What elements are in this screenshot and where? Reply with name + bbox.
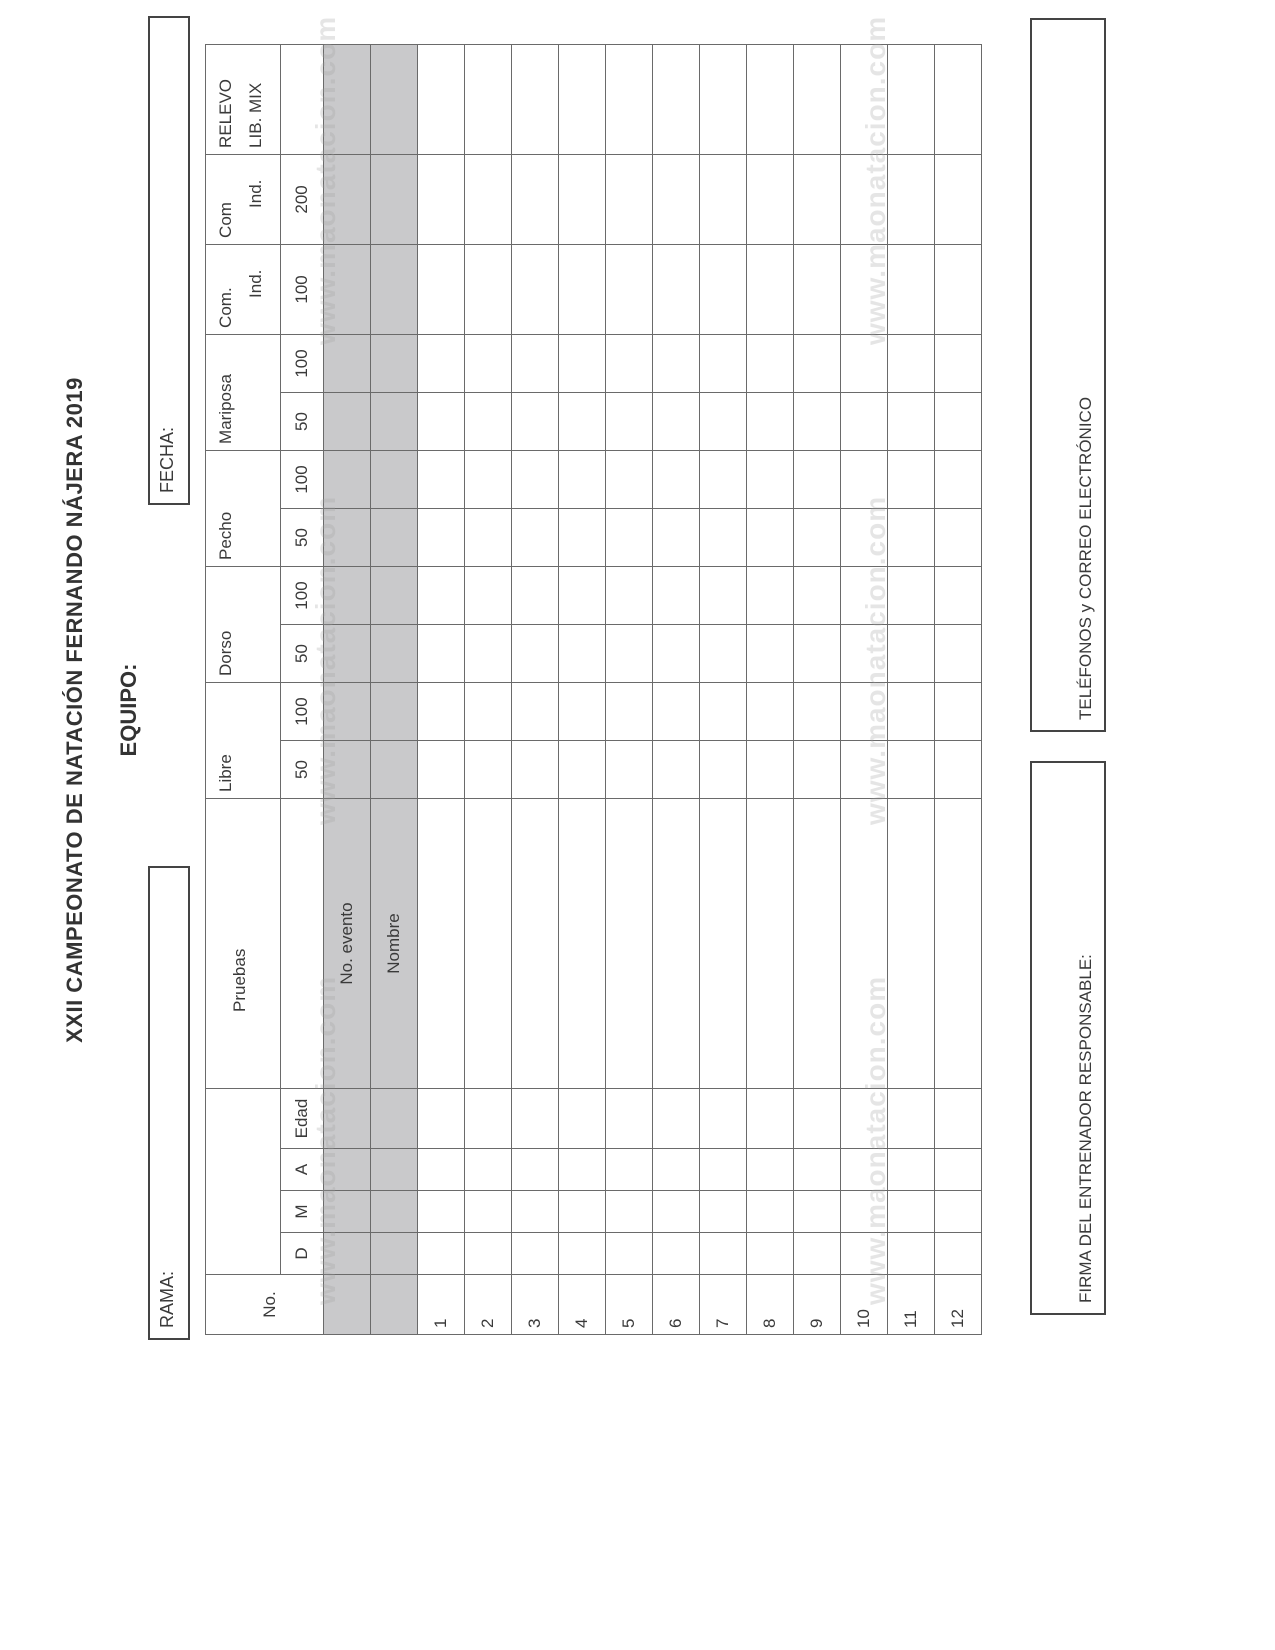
rama-field[interactable] bbox=[148, 866, 190, 1340]
entry-cell[interactable] bbox=[653, 508, 700, 566]
entry-cell[interactable] bbox=[559, 392, 606, 450]
entry-cell[interactable] bbox=[700, 154, 747, 244]
entry-cell[interactable] bbox=[465, 799, 512, 1089]
entry-cell[interactable] bbox=[465, 508, 512, 566]
entry-cell[interactable] bbox=[465, 683, 512, 741]
entry-cell[interactable] bbox=[747, 508, 794, 566]
entry-cell[interactable] bbox=[559, 625, 606, 683]
entry-cell[interactable] bbox=[935, 392, 982, 450]
entry-cell[interactable] bbox=[559, 683, 606, 741]
dorso-100: 100 bbox=[281, 566, 324, 624]
entry-cell[interactable] bbox=[653, 392, 700, 450]
com-ind-200-header bbox=[206, 154, 281, 244]
fecha-label: FECHA: bbox=[157, 426, 177, 493]
entry-cell[interactable] bbox=[465, 244, 512, 334]
entry-cell[interactable] bbox=[559, 154, 606, 244]
entry-cell[interactable] bbox=[888, 244, 935, 334]
entry-cell[interactable] bbox=[700, 44, 747, 154]
edad-header: Edad bbox=[281, 1089, 324, 1149]
com-ind-100-dist: 100 bbox=[281, 244, 324, 334]
entry-cell[interactable] bbox=[935, 1191, 982, 1233]
entry-cell[interactable] bbox=[465, 566, 512, 624]
entry-cell[interactable] bbox=[747, 44, 794, 154]
row-number: 3 bbox=[512, 1275, 559, 1335]
entry-cell[interactable] bbox=[418, 741, 465, 799]
entry-cell[interactable] bbox=[559, 1233, 606, 1275]
entry-cell[interactable] bbox=[465, 625, 512, 683]
entry-cell[interactable] bbox=[606, 566, 653, 624]
entry-cell[interactable] bbox=[935, 741, 982, 799]
entry-cell[interactable] bbox=[559, 1191, 606, 1233]
mariposa-100: 100 bbox=[281, 334, 324, 392]
row-number: 2 bbox=[465, 1275, 512, 1335]
entry-cell[interactable] bbox=[418, 334, 465, 392]
entry-cell[interactable] bbox=[888, 566, 935, 624]
row-number: 6 bbox=[653, 1275, 700, 1335]
entry-cell[interactable] bbox=[935, 334, 982, 392]
entry-cell[interactable] bbox=[888, 1233, 935, 1275]
header-row-1 bbox=[206, 44, 281, 1334]
entry-cell[interactable] bbox=[559, 1149, 606, 1191]
entry-cell[interactable] bbox=[700, 625, 747, 683]
row-number: 4 bbox=[559, 1275, 606, 1335]
entry-cell[interactable] bbox=[418, 625, 465, 683]
entry-cell[interactable] bbox=[653, 741, 700, 799]
entry-cell[interactable] bbox=[512, 741, 559, 799]
entry-cell[interactable] bbox=[747, 334, 794, 392]
entry-cell[interactable] bbox=[794, 566, 841, 624]
entry-cell[interactable] bbox=[512, 1089, 559, 1149]
entry-cell[interactable] bbox=[747, 1191, 794, 1233]
entry-cell[interactable] bbox=[465, 44, 512, 154]
dorso-header: Dorso bbox=[206, 566, 281, 682]
libre-header: Libre bbox=[206, 683, 281, 799]
row-number: 8 bbox=[747, 1275, 794, 1335]
watermark: www.maonatacion.com bbox=[310, 975, 341, 1305]
entry-cell[interactable] bbox=[559, 741, 606, 799]
entry-cell[interactable] bbox=[935, 1149, 982, 1191]
entry-cell[interactable] bbox=[935, 799, 982, 1089]
entry-cell[interactable] bbox=[418, 566, 465, 624]
row-number: 7 bbox=[700, 1275, 747, 1335]
entry-cell[interactable] bbox=[465, 741, 512, 799]
entry-cell[interactable] bbox=[747, 625, 794, 683]
entry-cell[interactable] bbox=[888, 1089, 935, 1149]
row-number: 1 bbox=[418, 1275, 465, 1335]
entry-cell[interactable] bbox=[794, 44, 841, 154]
table-row bbox=[606, 44, 653, 1334]
entry-cell[interactable] bbox=[465, 1089, 512, 1149]
entry-cell[interactable] bbox=[935, 625, 982, 683]
entry-cell[interactable] bbox=[606, 799, 653, 1089]
com-200-line2: Ind. bbox=[246, 179, 265, 208]
nombre-row bbox=[371, 44, 418, 1334]
dma-edad-header bbox=[206, 1089, 281, 1275]
table-row bbox=[512, 44, 559, 1334]
entry-cell[interactable] bbox=[700, 683, 747, 741]
entry-cell[interactable] bbox=[606, 334, 653, 392]
entry-cell[interactable] bbox=[888, 1191, 935, 1233]
entry-cell[interactable] bbox=[653, 1149, 700, 1191]
entry-cell[interactable] bbox=[606, 625, 653, 683]
row-number: 9 bbox=[794, 1275, 841, 1335]
entry-cell[interactable] bbox=[653, 44, 700, 154]
entry-cell[interactable] bbox=[465, 1191, 512, 1233]
entry-cell[interactable] bbox=[512, 1233, 559, 1275]
watermark: www.maonatacion.com bbox=[860, 975, 891, 1305]
table-row bbox=[794, 44, 841, 1334]
entry-cell[interactable] bbox=[606, 450, 653, 508]
row-number: 5 bbox=[606, 1275, 653, 1335]
entry-cell[interactable] bbox=[418, 44, 465, 154]
rotated-form bbox=[40, 15, 1140, 1400]
entry-cell[interactable] bbox=[794, 1191, 841, 1233]
entry-cell[interactable] bbox=[559, 44, 606, 154]
entry-cell[interactable] bbox=[700, 1191, 747, 1233]
entry-cell[interactable] bbox=[794, 508, 841, 566]
firma-label: FIRMA DEL ENTRENADOR RESPONSABLE: bbox=[1076, 954, 1095, 1303]
pecho-100: 100 bbox=[281, 450, 324, 508]
entry-cell[interactable] bbox=[653, 1089, 700, 1149]
entry-cell[interactable] bbox=[700, 334, 747, 392]
entry-cell[interactable] bbox=[794, 799, 841, 1089]
pecho-50: 50 bbox=[281, 508, 324, 566]
entry-cell[interactable] bbox=[512, 799, 559, 1089]
pruebas-label: Pruebas bbox=[230, 948, 249, 1012]
entry-cell[interactable] bbox=[888, 334, 935, 392]
entry-cell[interactable] bbox=[606, 1233, 653, 1275]
no-evento-label: No. evento bbox=[324, 799, 371, 1089]
entry-cell[interactable] bbox=[653, 334, 700, 392]
entry-cell[interactable] bbox=[465, 334, 512, 392]
no-header: No. bbox=[206, 1275, 324, 1335]
table-row bbox=[418, 44, 465, 1334]
fecha-field[interactable] bbox=[148, 16, 190, 505]
entry-cell[interactable] bbox=[888, 44, 935, 154]
entry-rows bbox=[418, 44, 982, 1334]
table-row bbox=[747, 44, 794, 1334]
entry-cell[interactable] bbox=[606, 44, 653, 154]
a-header: A bbox=[281, 1149, 324, 1191]
entry-cell[interactable] bbox=[841, 392, 888, 450]
entry-cell[interactable] bbox=[747, 566, 794, 624]
entry-cell[interactable] bbox=[794, 1089, 841, 1149]
entry-cell[interactable] bbox=[747, 392, 794, 450]
row-number: 12 bbox=[935, 1275, 982, 1335]
entry-cell[interactable] bbox=[700, 799, 747, 1089]
entry-cell[interactable] bbox=[606, 1089, 653, 1149]
entry-cell[interactable] bbox=[606, 1149, 653, 1191]
relevo-line2: LIB. MIX bbox=[246, 82, 265, 148]
entry-cell[interactable] bbox=[418, 1149, 465, 1191]
entry-cell[interactable] bbox=[794, 392, 841, 450]
entry-cell[interactable] bbox=[559, 566, 606, 624]
com-100-line2: Ind. bbox=[246, 269, 265, 298]
entry-cell[interactable] bbox=[794, 334, 841, 392]
table-row bbox=[888, 44, 935, 1334]
row-number: 11 bbox=[888, 1275, 935, 1335]
entry-cell[interactable] bbox=[512, 392, 559, 450]
mariposa-header: Mariposa bbox=[206, 334, 281, 450]
entry-cell[interactable] bbox=[653, 244, 700, 334]
com-200-line1: Com bbox=[216, 202, 235, 238]
entry-cell[interactable] bbox=[465, 1233, 512, 1275]
entry-cell[interactable] bbox=[794, 683, 841, 741]
entry-cell[interactable] bbox=[794, 1149, 841, 1191]
entry-cell[interactable] bbox=[700, 392, 747, 450]
entry-cell[interactable] bbox=[512, 1191, 559, 1233]
entry-cell[interactable] bbox=[794, 154, 841, 244]
entry-cell[interactable] bbox=[747, 741, 794, 799]
entry-cell[interactable] bbox=[700, 566, 747, 624]
d-header: D bbox=[281, 1233, 324, 1275]
entry-cell[interactable] bbox=[559, 1089, 606, 1149]
entry-cell[interactable] bbox=[512, 566, 559, 624]
entry-cell[interactable] bbox=[653, 625, 700, 683]
entry-cell[interactable] bbox=[418, 244, 465, 334]
entry-cell[interactable] bbox=[512, 244, 559, 334]
entry-cell[interactable] bbox=[559, 508, 606, 566]
entry-cell[interactable] bbox=[606, 1191, 653, 1233]
entry-cell[interactable] bbox=[465, 1149, 512, 1191]
libre-50: 50 bbox=[281, 741, 324, 799]
watermark: www.maonatacion.com bbox=[860, 15, 891, 345]
entry-cell[interactable] bbox=[888, 508, 935, 566]
entry-cell[interactable] bbox=[606, 508, 653, 566]
entry-cell[interactable] bbox=[653, 566, 700, 624]
rama-label: RAMA: bbox=[157, 1270, 177, 1328]
telefonos-label: TELÉFONOS y CORREO ELECTRÓNICO bbox=[1076, 396, 1095, 720]
dorso-50: 50 bbox=[281, 625, 324, 683]
entry-cell[interactable] bbox=[935, 1089, 982, 1149]
entry-cell[interactable] bbox=[888, 154, 935, 244]
entry-cell[interactable] bbox=[747, 1149, 794, 1191]
entry-cell[interactable] bbox=[888, 450, 935, 508]
pecho-header: Pecho bbox=[206, 450, 281, 566]
entry-cell[interactable] bbox=[418, 683, 465, 741]
entry-cell[interactable] bbox=[418, 799, 465, 1089]
m-header: M bbox=[281, 1191, 324, 1233]
com-100-line1: Com. bbox=[216, 287, 235, 328]
entry-cell[interactable] bbox=[512, 625, 559, 683]
table-row bbox=[700, 44, 747, 1334]
entry-cell[interactable] bbox=[935, 244, 982, 334]
entry-cell[interactable] bbox=[653, 799, 700, 1089]
entry-cell[interactable] bbox=[747, 1089, 794, 1149]
entry-cell[interactable] bbox=[794, 741, 841, 799]
pruebas-header bbox=[206, 799, 281, 1089]
entry-cell[interactable] bbox=[559, 244, 606, 334]
entry-cell[interactable] bbox=[747, 683, 794, 741]
entry-cell[interactable] bbox=[512, 1149, 559, 1191]
entry-cell[interactable] bbox=[700, 244, 747, 334]
entry-cell[interactable] bbox=[512, 450, 559, 508]
entry-cell[interactable] bbox=[747, 450, 794, 508]
firma-field[interactable] bbox=[1030, 761, 1106, 1315]
entry-cell[interactable] bbox=[606, 683, 653, 741]
entry-cell[interactable] bbox=[700, 450, 747, 508]
entry-cell[interactable] bbox=[512, 44, 559, 154]
table-row bbox=[935, 44, 982, 1334]
entry-cell[interactable] bbox=[418, 154, 465, 244]
entry-cell[interactable] bbox=[465, 392, 512, 450]
entry-cell[interactable] bbox=[935, 44, 982, 154]
entry-cell[interactable] bbox=[700, 1149, 747, 1191]
entry-cell[interactable] bbox=[512, 683, 559, 741]
watermark: www.maonatacion.com bbox=[310, 15, 341, 345]
mariposa-50: 50 bbox=[281, 392, 324, 450]
entry-cell[interactable] bbox=[512, 334, 559, 392]
entry-cell[interactable] bbox=[512, 508, 559, 566]
entry-cell[interactable] bbox=[653, 154, 700, 244]
entry-cell[interactable] bbox=[935, 508, 982, 566]
relevo-line1: RELEVO bbox=[216, 78, 235, 148]
entry-cell[interactable] bbox=[418, 508, 465, 566]
telefonos-field[interactable] bbox=[1030, 18, 1106, 732]
entry-cell[interactable] bbox=[747, 244, 794, 334]
entry-cell[interactable] bbox=[418, 1233, 465, 1275]
entry-cell[interactable] bbox=[794, 625, 841, 683]
com-ind-200-dist: 200 bbox=[281, 154, 324, 244]
entry-cell[interactable] bbox=[747, 1233, 794, 1275]
entry-cell[interactable] bbox=[418, 1191, 465, 1233]
com-ind-100-header bbox=[206, 244, 281, 334]
watermark: www.maonatacion.com bbox=[860, 495, 891, 825]
relevo-header bbox=[206, 44, 281, 154]
entry-cell[interactable] bbox=[606, 154, 653, 244]
entry-cell[interactable] bbox=[512, 154, 559, 244]
nombre-label: Nombre bbox=[371, 799, 418, 1089]
entry-cell[interactable] bbox=[700, 741, 747, 799]
entry-cell[interactable] bbox=[700, 1233, 747, 1275]
entry-cell[interactable] bbox=[559, 450, 606, 508]
entry-cell[interactable] bbox=[747, 799, 794, 1089]
entry-cell[interactable] bbox=[888, 683, 935, 741]
entry-cell[interactable] bbox=[653, 1233, 700, 1275]
entry-cell[interactable] bbox=[418, 1089, 465, 1149]
entry-cell[interactable] bbox=[935, 683, 982, 741]
entry-cell[interactable] bbox=[700, 1089, 747, 1149]
entry-cell[interactable] bbox=[606, 244, 653, 334]
table-row bbox=[465, 44, 512, 1334]
entry-cell[interactable] bbox=[888, 1149, 935, 1191]
entry-cell[interactable] bbox=[888, 392, 935, 450]
entry-cell[interactable] bbox=[935, 566, 982, 624]
entry-cell[interactable] bbox=[418, 392, 465, 450]
watermark: www.maonatacion.com bbox=[310, 495, 341, 825]
entry-cell[interactable] bbox=[888, 741, 935, 799]
entry-cell[interactable] bbox=[747, 154, 794, 244]
entry-cell[interactable] bbox=[465, 154, 512, 244]
entry-cell[interactable] bbox=[794, 244, 841, 334]
equipo-label: EQUIPO: bbox=[116, 663, 141, 757]
entry-cell[interactable] bbox=[418, 450, 465, 508]
entry-cell[interactable] bbox=[653, 450, 700, 508]
table-row bbox=[559, 44, 606, 1334]
entry-cell[interactable] bbox=[935, 450, 982, 508]
entry-cell[interactable] bbox=[700, 508, 747, 566]
entry-cell[interactable] bbox=[559, 799, 606, 1089]
form-title: XXII CAMPEONATO DE NATACIÓN FERNANDO NÁJERA 2019 bbox=[62, 377, 87, 1043]
entry-cell[interactable] bbox=[888, 799, 935, 1089]
entry-cell[interactable] bbox=[465, 450, 512, 508]
entry-cell[interactable] bbox=[606, 392, 653, 450]
entry-cell[interactable] bbox=[935, 1233, 982, 1275]
entry-cell[interactable] bbox=[888, 625, 935, 683]
entry-cell[interactable] bbox=[794, 450, 841, 508]
entry-cell[interactable] bbox=[935, 154, 982, 244]
entry-cell[interactable] bbox=[653, 683, 700, 741]
entry-cell[interactable] bbox=[653, 1191, 700, 1233]
row-number: 10 bbox=[841, 1275, 888, 1335]
entry-cell[interactable] bbox=[559, 334, 606, 392]
table-row bbox=[653, 44, 700, 1334]
libre-100: 100 bbox=[281, 683, 324, 741]
entry-cell[interactable] bbox=[794, 1233, 841, 1275]
entry-cell[interactable] bbox=[606, 741, 653, 799]
